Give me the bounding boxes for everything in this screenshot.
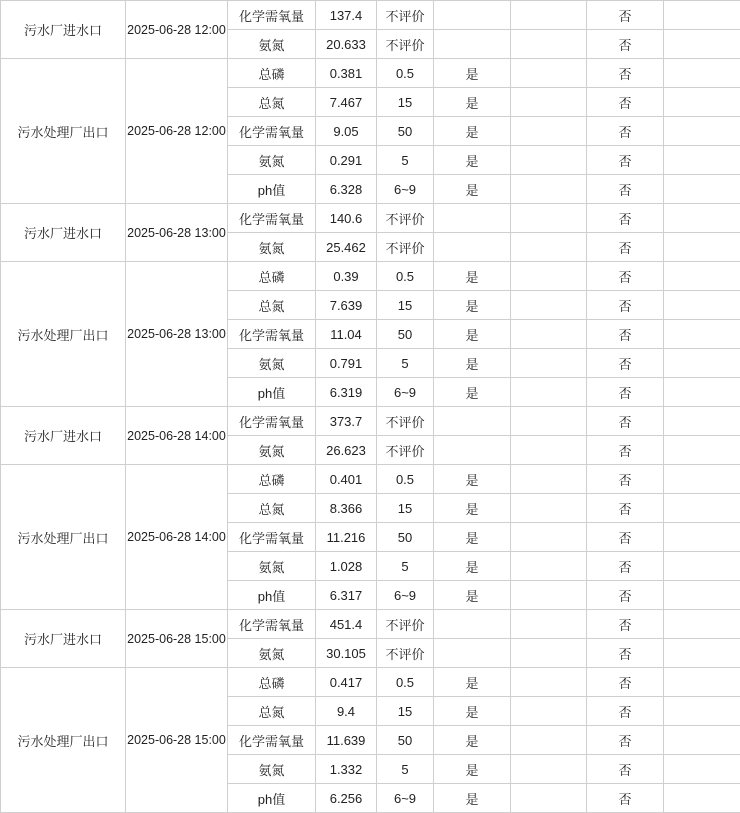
- indicator-name-cell: 化学需氧量: [228, 204, 316, 233]
- indicator-name-cell: 化学需氧量: [228, 1, 316, 30]
- indicator-name-cell: 总磷: [228, 465, 316, 494]
- compliance-cell: 是: [434, 465, 511, 494]
- indicator-name-cell: 总磷: [228, 668, 316, 697]
- empty-cell: [511, 59, 587, 88]
- exceedance-cell: 否: [587, 349, 664, 378]
- compliance-cell: 是: [434, 88, 511, 117]
- indicator-name-cell: 氨氮: [228, 233, 316, 262]
- compliance-cell: 是: [434, 581, 511, 610]
- exceedance-cell: 否: [587, 407, 664, 436]
- empty-cell: [511, 320, 587, 349]
- measured-value-cell: 1.332: [316, 755, 377, 784]
- indicator-name-cell: 氨氮: [228, 639, 316, 668]
- indicator-name-cell: 氨氮: [228, 436, 316, 465]
- exceedance-cell: 否: [587, 523, 664, 552]
- indicator-name-cell: 总氮: [228, 494, 316, 523]
- empty-cell: [664, 668, 740, 697]
- measured-value-cell: 373.7: [316, 407, 377, 436]
- standard-limit-cell: 6~9: [377, 175, 434, 204]
- table-row: [1, 1, 740, 30]
- standard-limit-cell: 15: [377, 697, 434, 726]
- standard-limit-cell: 不评价: [377, 233, 434, 262]
- exceedance-cell: 否: [587, 204, 664, 233]
- indicator-name-cell: 总磷: [228, 59, 316, 88]
- compliance-cell: 是: [434, 494, 511, 523]
- empty-cell: [664, 204, 740, 233]
- standard-limit-cell: 不评价: [377, 407, 434, 436]
- empty-cell: [511, 262, 587, 291]
- compliance-cell: [434, 610, 511, 639]
- compliance-cell: [434, 30, 511, 59]
- monitoring-time-cell: 2025-06-28 12:00: [126, 1, 228, 59]
- compliance-cell: 是: [434, 784, 511, 813]
- empty-cell: [664, 59, 740, 88]
- compliance-cell: 是: [434, 697, 511, 726]
- standard-limit-cell: 50: [377, 523, 434, 552]
- exceedance-cell: 否: [587, 1, 664, 30]
- empty-cell: [664, 755, 740, 784]
- empty-cell: [664, 378, 740, 407]
- indicator-name-cell: 氨氮: [228, 30, 316, 59]
- exceedance-cell: 否: [587, 117, 664, 146]
- empty-cell: [664, 552, 740, 581]
- standard-limit-cell: 不评价: [377, 610, 434, 639]
- indicator-name-cell: 总氮: [228, 697, 316, 726]
- compliance-cell: [434, 1, 511, 30]
- compliance-cell: 是: [434, 755, 511, 784]
- compliance-cell: 是: [434, 117, 511, 146]
- compliance-cell: 是: [434, 291, 511, 320]
- empty-cell: [511, 523, 587, 552]
- indicator-name-cell: 氨氮: [228, 146, 316, 175]
- standard-limit-cell: 6~9: [377, 784, 434, 813]
- exceedance-cell: 否: [587, 668, 664, 697]
- empty-cell: [511, 88, 587, 117]
- measured-value-cell: 11.639: [316, 726, 377, 755]
- table-row: [1, 262, 740, 291]
- exceedance-cell: 否: [587, 262, 664, 291]
- measured-value-cell: 6.328: [316, 175, 377, 204]
- empty-cell: [511, 204, 587, 233]
- empty-cell: [664, 30, 740, 59]
- compliance-cell: [434, 233, 511, 262]
- measured-value-cell: 0.791: [316, 349, 377, 378]
- exceedance-cell: 否: [587, 320, 664, 349]
- exceedance-cell: 否: [587, 610, 664, 639]
- exceedance-cell: 否: [587, 436, 664, 465]
- monitoring-site-cell: 污水厂进水口: [1, 407, 126, 465]
- indicator-name-cell: 化学需氧量: [228, 523, 316, 552]
- monitoring-site-cell: 污水处理厂出口: [1, 668, 126, 813]
- monitoring-time-cell: 2025-06-28 13:00: [126, 262, 228, 407]
- empty-cell: [511, 378, 587, 407]
- compliance-cell: 是: [434, 378, 511, 407]
- empty-cell: [664, 523, 740, 552]
- compliance-cell: 是: [434, 175, 511, 204]
- compliance-cell: [434, 436, 511, 465]
- measured-value-cell: 8.366: [316, 494, 377, 523]
- compliance-cell: 是: [434, 668, 511, 697]
- compliance-cell: [434, 204, 511, 233]
- measured-value-cell: 1.028: [316, 552, 377, 581]
- standard-limit-cell: 0.5: [377, 465, 434, 494]
- compliance-cell: 是: [434, 320, 511, 349]
- monitoring-time-cell: 2025-06-28 15:00: [126, 610, 228, 668]
- empty-cell: [664, 1, 740, 30]
- empty-cell: [664, 88, 740, 117]
- empty-cell: [664, 349, 740, 378]
- exceedance-cell: 否: [587, 30, 664, 59]
- empty-cell: [511, 784, 587, 813]
- measured-value-cell: 20.633: [316, 30, 377, 59]
- empty-cell: [664, 610, 740, 639]
- compliance-cell: 是: [434, 59, 511, 88]
- standard-limit-cell: 不评价: [377, 639, 434, 668]
- monitoring-time-cell: 2025-06-28 15:00: [126, 668, 228, 813]
- exceedance-cell: 否: [587, 784, 664, 813]
- exceedance-cell: 否: [587, 59, 664, 88]
- indicator-name-cell: 化学需氧量: [228, 726, 316, 755]
- measured-value-cell: 11.04: [316, 320, 377, 349]
- empty-cell: [511, 117, 587, 146]
- empty-cell: [511, 552, 587, 581]
- exceedance-cell: 否: [587, 697, 664, 726]
- empty-cell: [511, 146, 587, 175]
- measured-value-cell: 9.4: [316, 697, 377, 726]
- empty-cell: [664, 465, 740, 494]
- standard-limit-cell: 不评价: [377, 30, 434, 59]
- measured-value-cell: 137.4: [316, 1, 377, 30]
- indicator-name-cell: ph值: [228, 784, 316, 813]
- empty-cell: [511, 233, 587, 262]
- standard-limit-cell: 0.5: [377, 262, 434, 291]
- indicator-name-cell: 总磷: [228, 262, 316, 291]
- empty-cell: [664, 320, 740, 349]
- measured-value-cell: 6.317: [316, 581, 377, 610]
- compliance-cell: 是: [434, 523, 511, 552]
- standard-limit-cell: 不评价: [377, 436, 434, 465]
- empty-cell: [511, 726, 587, 755]
- empty-cell: [511, 465, 587, 494]
- exceedance-cell: 否: [587, 378, 664, 407]
- standard-limit-cell: 5: [377, 146, 434, 175]
- measured-value-cell: 9.05: [316, 117, 377, 146]
- empty-cell: [511, 610, 587, 639]
- empty-cell: [511, 349, 587, 378]
- empty-cell: [511, 30, 587, 59]
- empty-cell: [664, 117, 740, 146]
- standard-limit-cell: 5: [377, 755, 434, 784]
- exceedance-cell: 否: [587, 88, 664, 117]
- standard-limit-cell: 15: [377, 291, 434, 320]
- empty-cell: [511, 581, 587, 610]
- exceedance-cell: 否: [587, 175, 664, 204]
- monitoring-time-cell: 2025-06-28 13:00: [126, 204, 228, 262]
- exceedance-cell: 否: [587, 291, 664, 320]
- empty-cell: [511, 407, 587, 436]
- exceedance-cell: 否: [587, 233, 664, 262]
- table-body: [1, 1, 740, 813]
- empty-cell: [664, 784, 740, 813]
- indicator-name-cell: ph值: [228, 175, 316, 204]
- standard-limit-cell: 15: [377, 88, 434, 117]
- measured-value-cell: 7.467: [316, 88, 377, 117]
- exceedance-cell: 否: [587, 146, 664, 175]
- exceedance-cell: 否: [587, 639, 664, 668]
- standard-limit-cell: 15: [377, 494, 434, 523]
- empty-cell: [664, 262, 740, 291]
- empty-cell: [664, 581, 740, 610]
- standard-limit-cell: 5: [377, 349, 434, 378]
- monitoring-site-cell: 污水处理厂出口: [1, 59, 126, 204]
- monitoring-time-cell: 2025-06-28 14:00: [126, 465, 228, 610]
- measured-value-cell: 0.381: [316, 59, 377, 88]
- indicator-name-cell: 总氮: [228, 291, 316, 320]
- indicator-name-cell: 化学需氧量: [228, 320, 316, 349]
- monitoring-site-cell: 污水厂进水口: [1, 1, 126, 59]
- empty-cell: [664, 146, 740, 175]
- compliance-cell: [434, 407, 511, 436]
- measured-value-cell: 30.105: [316, 639, 377, 668]
- standard-limit-cell: 6~9: [377, 378, 434, 407]
- monitoring-site-cell: 污水处理厂出口: [1, 262, 126, 407]
- empty-cell: [664, 697, 740, 726]
- empty-cell: [664, 291, 740, 320]
- monitoring-site-cell: 污水厂进水口: [1, 610, 126, 668]
- table-row: [1, 465, 740, 494]
- indicator-name-cell: 化学需氧量: [228, 407, 316, 436]
- measured-value-cell: 140.6: [316, 204, 377, 233]
- standard-limit-cell: 6~9: [377, 581, 434, 610]
- empty-cell: [664, 436, 740, 465]
- measured-value-cell: 6.256: [316, 784, 377, 813]
- exceedance-cell: 否: [587, 726, 664, 755]
- standard-limit-cell: 50: [377, 320, 434, 349]
- table-row: [1, 204, 740, 233]
- measured-value-cell: 0.401: [316, 465, 377, 494]
- compliance-cell: 是: [434, 146, 511, 175]
- indicator-name-cell: 总氮: [228, 88, 316, 117]
- standard-limit-cell: 0.5: [377, 668, 434, 697]
- indicator-name-cell: 氨氮: [228, 552, 316, 581]
- empty-cell: [511, 175, 587, 204]
- measured-value-cell: 26.623: [316, 436, 377, 465]
- standard-limit-cell: 不评价: [377, 204, 434, 233]
- empty-cell: [511, 639, 587, 668]
- compliance-cell: 是: [434, 726, 511, 755]
- empty-cell: [511, 697, 587, 726]
- indicator-name-cell: 化学需氧量: [228, 610, 316, 639]
- exceedance-cell: 否: [587, 552, 664, 581]
- measured-value-cell: 0.291: [316, 146, 377, 175]
- measured-value-cell: 0.417: [316, 668, 377, 697]
- empty-cell: [511, 1, 587, 30]
- compliance-cell: [434, 639, 511, 668]
- table-row: [1, 59, 740, 88]
- empty-cell: [664, 726, 740, 755]
- measured-value-cell: 451.4: [316, 610, 377, 639]
- standard-limit-cell: 5: [377, 552, 434, 581]
- empty-cell: [664, 407, 740, 436]
- measured-value-cell: 7.639: [316, 291, 377, 320]
- exceedance-cell: 否: [587, 465, 664, 494]
- standard-limit-cell: 不评价: [377, 1, 434, 30]
- table-row: [1, 610, 740, 639]
- standard-limit-cell: 50: [377, 726, 434, 755]
- empty-cell: [511, 436, 587, 465]
- measured-value-cell: 11.216: [316, 523, 377, 552]
- indicator-name-cell: 化学需氧量: [228, 117, 316, 146]
- indicator-name-cell: 氨氮: [228, 349, 316, 378]
- measured-value-cell: 0.39: [316, 262, 377, 291]
- compliance-cell: 是: [434, 262, 511, 291]
- empty-cell: [511, 668, 587, 697]
- indicator-name-cell: ph值: [228, 378, 316, 407]
- monitoring-time-cell: 2025-06-28 12:00: [126, 59, 228, 204]
- table-row: [1, 407, 740, 436]
- empty-cell: [511, 755, 587, 784]
- standard-limit-cell: 50: [377, 117, 434, 146]
- empty-cell: [511, 291, 587, 320]
- measured-value-cell: 6.319: [316, 378, 377, 407]
- monitoring-site-cell: 污水处理厂出口: [1, 465, 126, 610]
- empty-cell: [511, 494, 587, 523]
- standard-limit-cell: 0.5: [377, 59, 434, 88]
- table-row: [1, 668, 740, 697]
- monitoring-time-cell: 2025-06-28 14:00: [126, 407, 228, 465]
- empty-cell: [664, 233, 740, 262]
- empty-cell: [664, 175, 740, 204]
- indicator-name-cell: ph值: [228, 581, 316, 610]
- indicator-name-cell: 氨氮: [228, 755, 316, 784]
- measured-value-cell: 25.462: [316, 233, 377, 262]
- monitoring-site-cell: 污水厂进水口: [1, 204, 126, 262]
- empty-cell: [664, 494, 740, 523]
- exceedance-cell: 否: [587, 755, 664, 784]
- empty-cell: [664, 639, 740, 668]
- compliance-cell: 是: [434, 349, 511, 378]
- exceedance-cell: 否: [587, 581, 664, 610]
- compliance-cell: 是: [434, 552, 511, 581]
- exceedance-cell: 否: [587, 494, 664, 523]
